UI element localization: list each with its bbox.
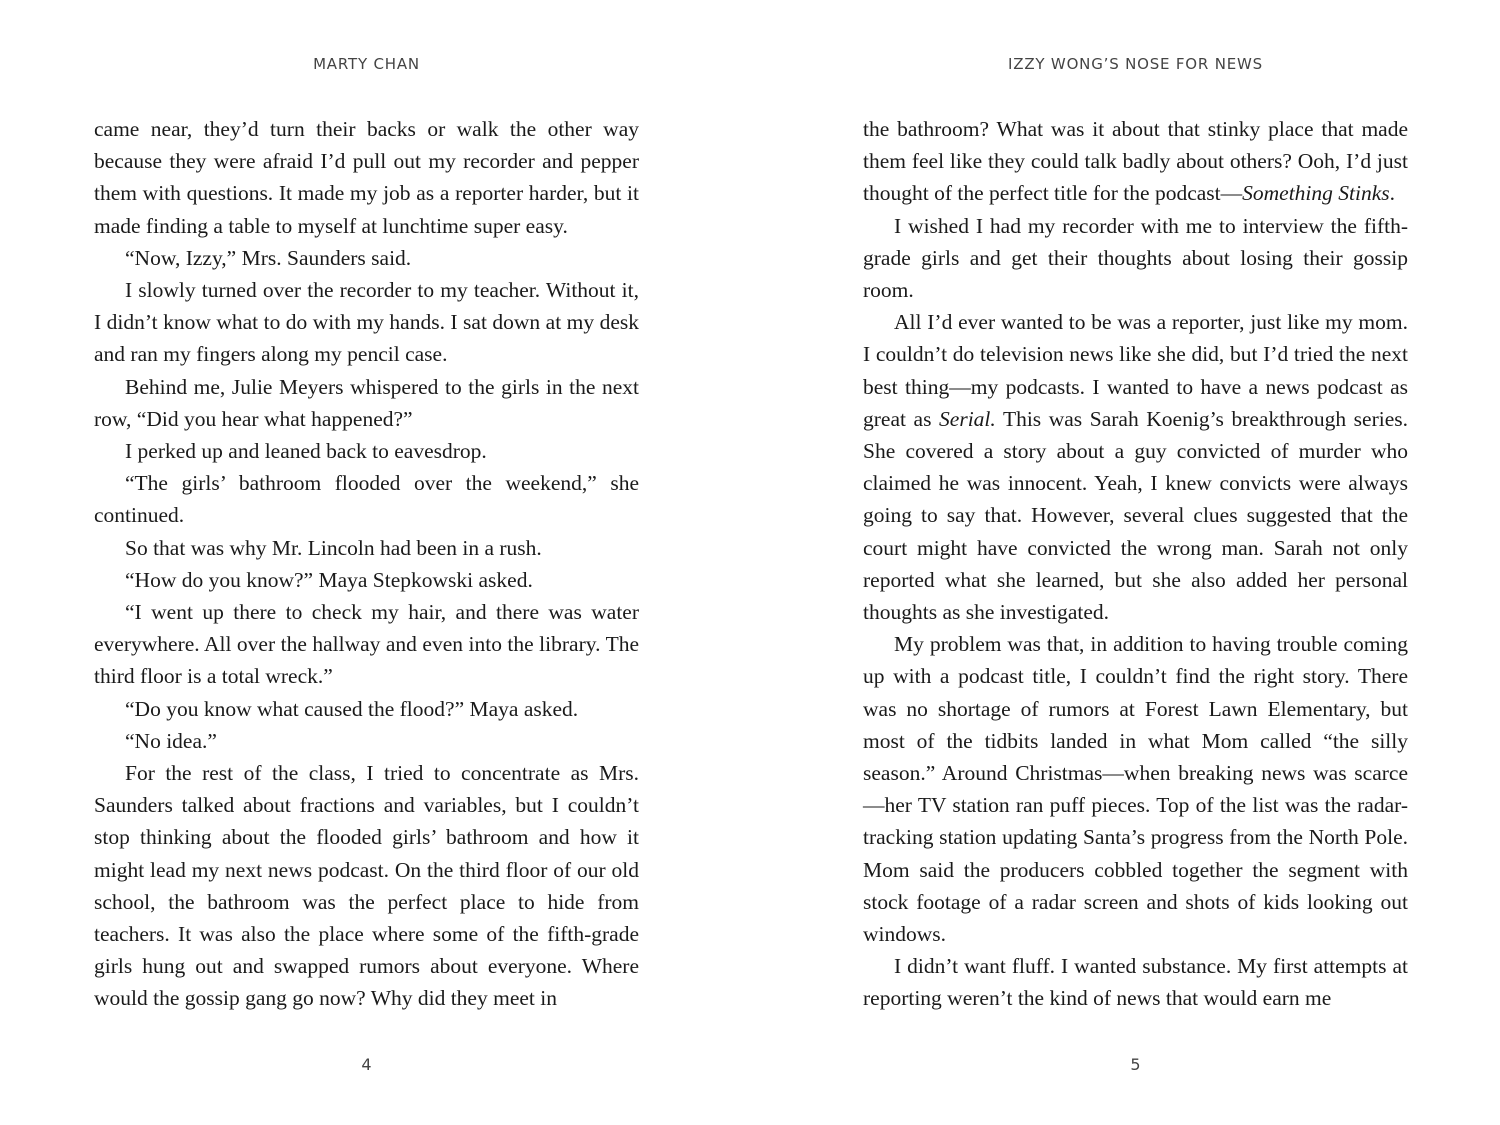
left-page	[94, 0, 639, 1125]
page-number: 5	[1130, 1055, 1141, 1074]
paragraph: “The girls’ bathroom flooded over the weekend,” she continued.	[94, 471, 639, 528]
paragraph: My problem was that, in addition to having trouble coming up with a podcast title, I couldn’t find the right story. There was no shortage of rumors at Forest Lawn Elementary, but most of the tidbits landed in what Mom called “the silly season.” Around Christmas—when breaking news was scarce—her TV station ran puff pieces. Top of the list was the radar-tracking station updating Santa’s progress from the North Pole. Mom said the producers cobbled together the segment with stock footage of a radar screen and shots of kids looking out windows.	[863, 632, 1408, 947]
body-text-right	[863, 113, 1408, 1015]
page-number: 4	[361, 1055, 372, 1074]
paragraph: I didn’t want fluff. I wanted substance. My first attempts at reporting weren’t the kind of news that would earn me	[863, 954, 1408, 1011]
running-head-title: IZZY WONG’S NOSE FOR NEWS	[1008, 55, 1263, 73]
paragraph: “I went up there to check my hair, and there was water everywhere. All over the hallway and even into the library. The third floor is a total wreck.”	[94, 600, 639, 689]
paragraph: I wished I had my recorder with me to interview the fifth-grade girls and get their thoughts about losing their gossip room.	[863, 213, 1408, 303]
text-run: .	[1389, 181, 1395, 206]
paragraph: “Do you know what caused the flood?” Maya asked.	[125, 696, 579, 721]
paragraph: Behind me, Julie Meyers whispered to the girls in the next row, “Did you hear what happened?”	[94, 374, 639, 431]
paragraph	[863, 113, 1408, 210]
text-run: All I’d ever wanted to be was a reporter, just like my mom. I couldn’t do television news like she did, but I’d tried the next best thing—my podcasts. I wanted to have a news podcast as great as	[863, 310, 1408, 431]
paragraph: “How do you know?” Maya Stepkowski asked.	[125, 567, 533, 592]
paragraph: “Now, Izzy,” Mrs. Saunders said.	[125, 245, 412, 270]
text-run: This was Sarah Koenig’s breakthrough series. She covered a story about a guy convicted of murder who claimed he was innocent. Yeah, I knew convicts were always going to say that. However, several clues suggested that the court might have convicted the wrong man. Sarah not only reported what she learned, but she also added her personal thoughts as she investigated.	[863, 406, 1408, 625]
paragraph: I slowly turned over the recorder to my teacher. Without it, I didn’t know what to do with my hands. I sat down at my desk and ran my fingers along my pencil case.	[94, 278, 639, 367]
running-head-author: MARTY CHAN	[313, 55, 420, 73]
text-run: the bathroom? What was it about that stinky place that made them feel like they could talk badly about others? Ooh, I’d just thought of the perfect title for the podcast—	[863, 117, 1408, 206]
paragraph: So that was why Mr. Lincoln had been in a rush.	[125, 535, 542, 560]
paragraph: For the rest of the class, I tried to concentrate as Mrs. Saunders talked about fractions and variables, but I couldn’t stop thinking about the flooded girls’ bathroom and how it might lead my next news podcast. On the third floor of our old school, the bathroom was the perfect place to hide from teachers. It was also the place where some of the fifth-grade girls hung out and swapped rumors about everyone. Where would the gossip gang go now? Why did they meet in	[94, 761, 639, 1011]
series-title: Serial.	[939, 406, 996, 431]
podcast-title: Something Stinks	[1242, 181, 1390, 206]
paragraph: came near, they’d turn their backs or walk the other way because they were afraid I’d pull out my recorder and pepper them with questions. It made my job as a reporter harder, but it made finding a table to myself at lunchtime super easy.	[94, 117, 639, 238]
paragraph	[863, 306, 1408, 628]
paragraph: I perked up and leaned back to eavesdrop.	[125, 439, 487, 464]
body-text-left	[94, 113, 639, 1015]
right-page	[863, 0, 1408, 1125]
paragraph: “No idea.”	[125, 728, 217, 753]
